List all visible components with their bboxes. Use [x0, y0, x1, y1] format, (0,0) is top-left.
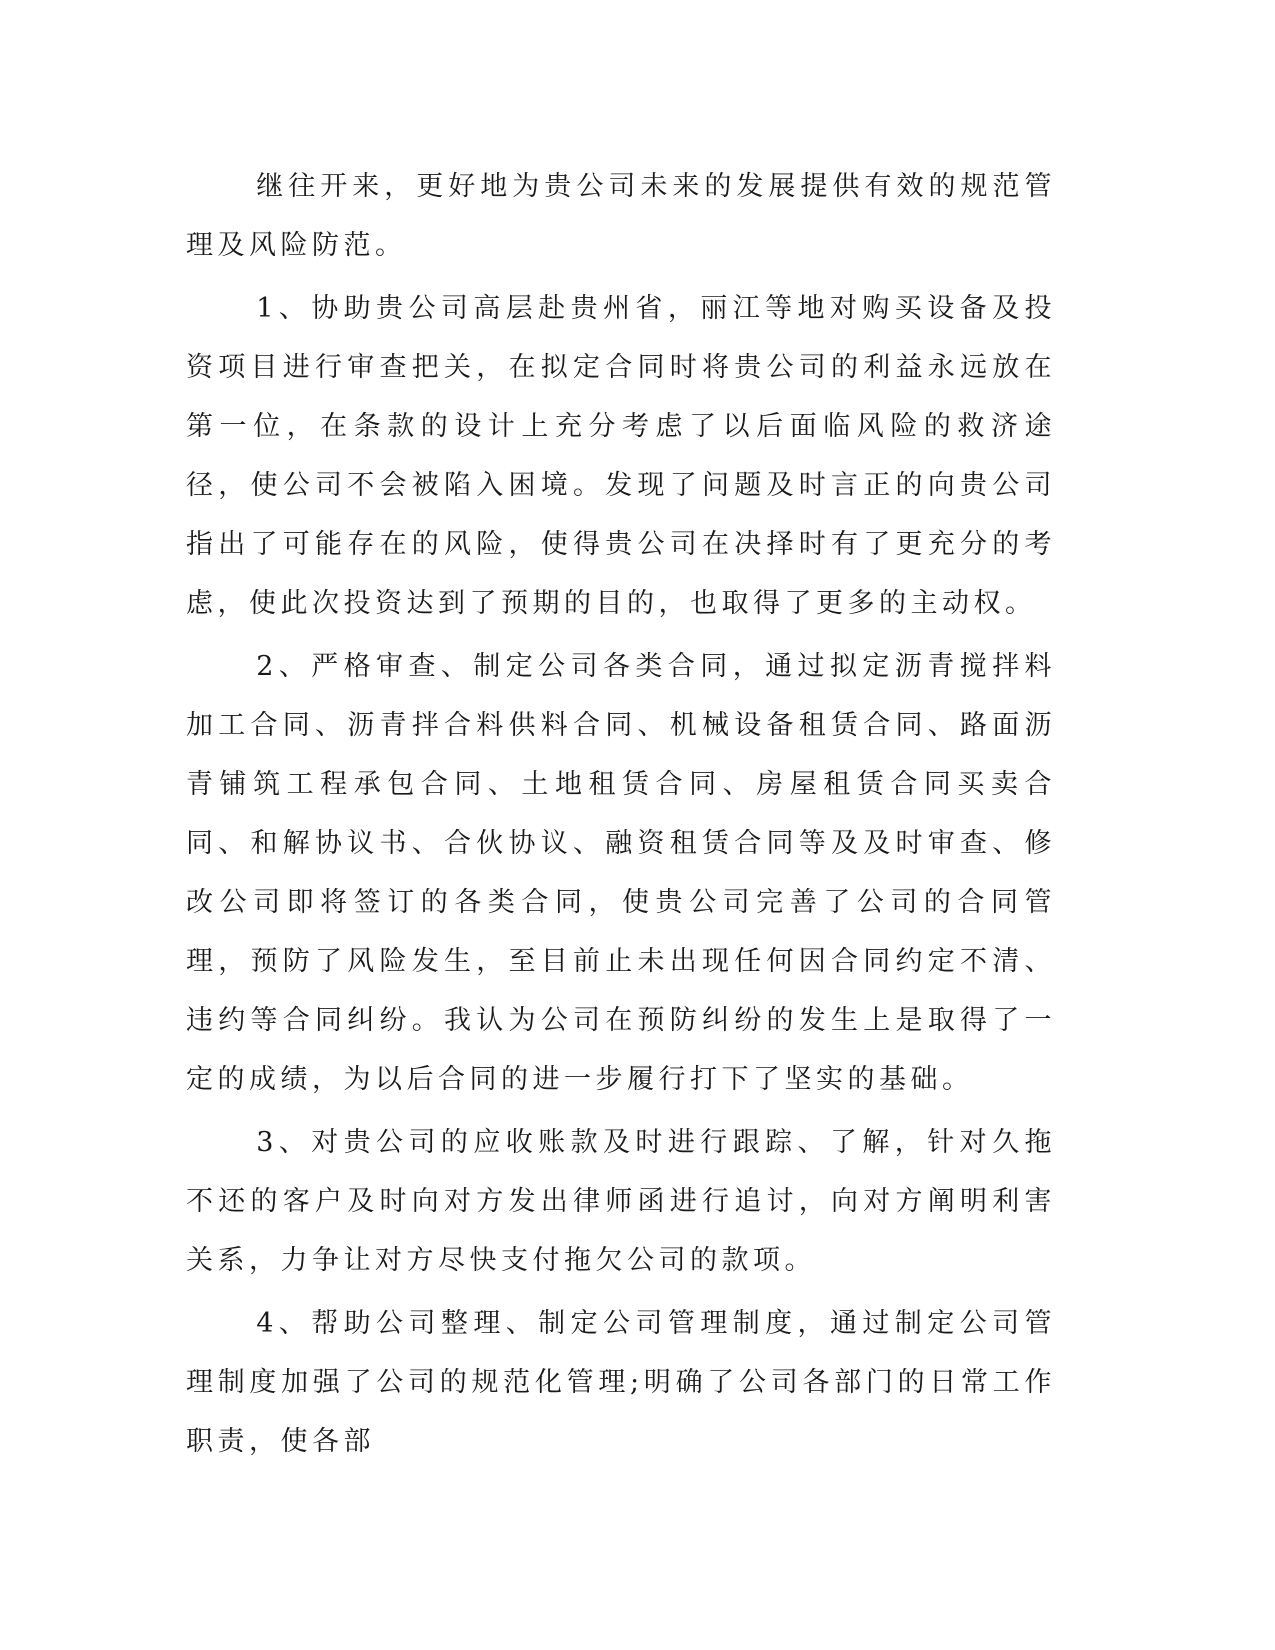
paragraph-item-2: 2、严格审查、制定公司各类合同，通过拟定沥青搅拌料加工合同、沥青拌合料供料合同、机械设备租赁合同、路面沥青铺筑工程承包合同、土地租赁合同、房屋租赁合同买卖合同、和解协议书、合伙协议、融资租赁合同等及及时审查、修改公司即将签订的各类合同，使贵公司完善了公司的合同管理，预防了风险发生，至目前止未出现任何因合同约定不清、违约等合同纠纷。我认为公司在预防纠纷的发生上是取得了一定的成绩，为以后合同的进一步履行打下了坚实的基础。 [186, 651, 1056, 1095]
document-body [186, 157, 1056, 1475]
paragraph-item-3: 3、对贵公司的应收账款及时进行跟踪、了解，针对久拖不还的客户及时向对方发出律师函进行追讨，向对方阐明利害关系，力争让对方尽快支付拖欠公司的款项。 [186, 1127, 1056, 1276]
paragraph-intro: 继往开来，更好地为贵公司未来的发展提供有效的规范管理及风险防范。 [186, 171, 1056, 261]
paragraph-item-1: 1、协助贵公司高层赴贵州省，丽江等地对购买设备及投资项目进行审查把关，在拟定合同时将贵公司的利益永远放在第一位，在条款的设计上充分考虑了以后面临风险的救济途径，使公司不会被陷入困境。发现了问题及时言正的向贵公司指出了可能存在的风险，使得贵公司在决择时有了更充分的考虑，使此次投资达到了预期的目的，也取得了更多的主动权。 [186, 293, 1056, 619]
paragraph-item-4: 4、帮助公司整理、制定公司管理制度，通过制定公司管理制度加强了公司的规范化管理;明确了公司各部门的日常工作职责，使各部 [186, 1308, 1056, 1457]
